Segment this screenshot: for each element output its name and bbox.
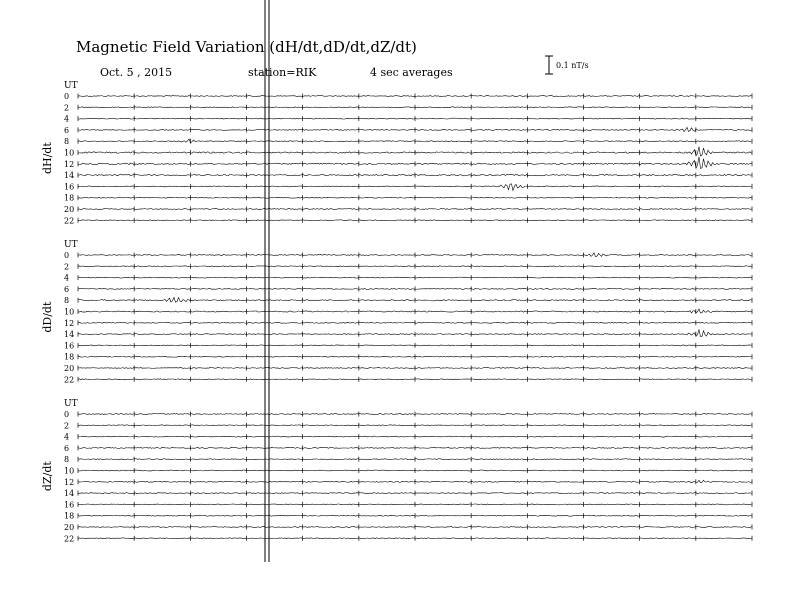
panel-dh-dt [41,81,752,225]
ut-label: UT [64,81,78,91]
hour-label: 22 [64,534,75,544]
hour-label: 10 [64,466,75,476]
hour-label: 0 [64,410,70,419]
hour-label: 18 [64,511,75,521]
hour-label: 20 [64,364,75,373]
panel-label: dD/dt [41,301,54,333]
hour-label: 0 [64,251,70,260]
hour-label: 20 [64,523,75,532]
hour-label: 8 [64,137,70,147]
averaging-label: 4 sec averages [370,66,453,79]
hour-label: 16 [64,182,75,192]
hour-label: 12 [64,318,75,328]
scale-bar-label: 0.1 nT/s [556,61,589,70]
hour-label: 4 [64,432,70,442]
hour-label: 6 [64,125,70,135]
hour-label: 18 [64,193,75,203]
hour-label: 16 [64,500,75,510]
hour-label: 14 [64,171,75,181]
hour-label: 22 [64,375,75,385]
time-cursor [265,0,269,562]
panel-label: dH/dt [41,142,54,175]
panel-dd-dt [41,240,752,384]
hour-label: 14 [64,489,75,499]
hour-label: 8 [64,296,70,306]
hour-label: 20 [64,205,75,214]
hour-label: 16 [64,341,75,351]
hour-label: 2 [64,421,70,431]
date-label: Oct. 5 , 2015 [100,66,173,79]
scale-bar [545,56,553,74]
hour-label: 18 [64,352,75,362]
hour-label: 10 [64,307,75,317]
hour-label: 8 [64,455,70,465]
hour-label: 10 [64,148,75,158]
hour-label: 22 [64,216,75,226]
hour-label: 6 [64,443,70,453]
hour-label: 6 [64,284,70,294]
hour-label: 4 [64,114,70,124]
panel-dz-dt [41,399,752,543]
page-title: Magnetic Field Variation (dH/dt,dD/dt,dZ/dt) [76,38,417,56]
hour-label: 4 [64,273,70,283]
hour-label: 2 [64,103,70,113]
hour-label: 0 [64,92,70,101]
hour-label: 2 [64,262,70,272]
panel-label: dZ/dt [41,461,54,492]
hour-label: 12 [64,477,75,487]
ut-label: UT [64,399,78,409]
hour-label: 14 [64,330,75,340]
hour-label: 12 [64,159,75,169]
station-label: station=RIK [248,66,317,79]
ut-label: UT [64,240,78,250]
